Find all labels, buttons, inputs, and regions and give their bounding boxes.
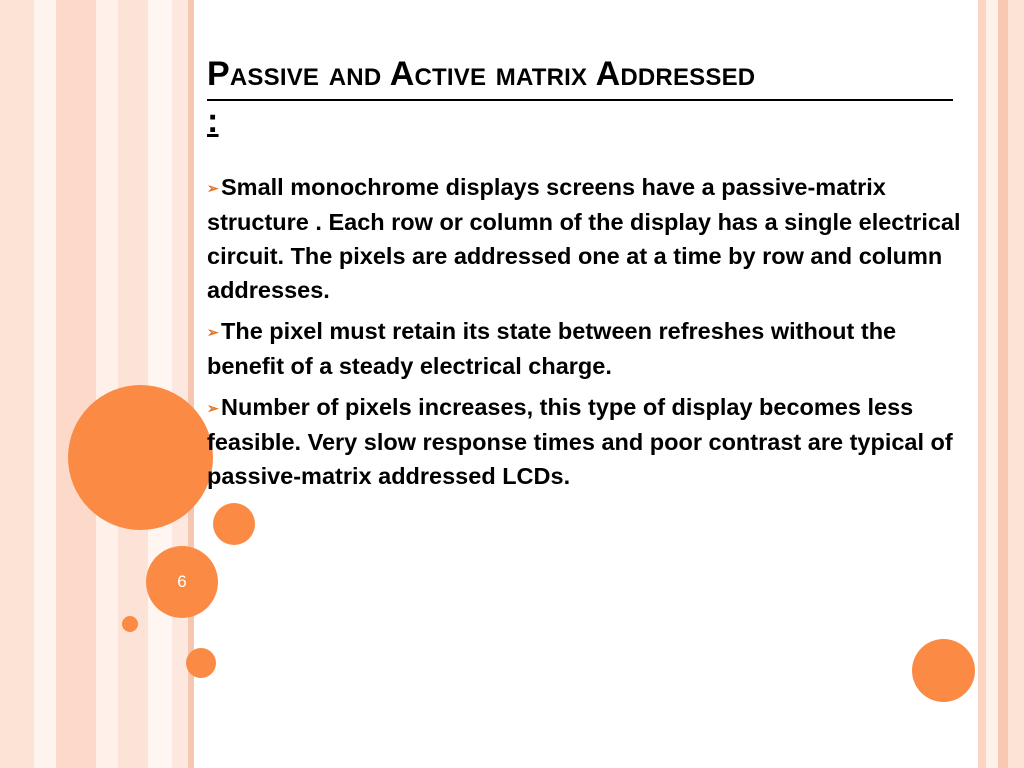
slide-number-badge	[146, 546, 218, 618]
decorative-stripe	[0, 0, 34, 768]
decorative-stripe	[172, 0, 188, 768]
slide-title-colon: :	[207, 102, 219, 140]
slide-title	[207, 52, 959, 141]
bullet-text: Number of pixels increases, this type of display becomes less feasible. Very slow response times and poor contrast are typical of passive-matrix addressed LCDs.	[207, 394, 953, 489]
bullet-item	[207, 170, 977, 307]
decorative-stripe	[986, 0, 998, 768]
slide-body	[207, 170, 977, 500]
bullet-text: The pixel must retain its state between refreshes without the benefit of a steady electrical charge.	[207, 318, 897, 379]
bullet-item	[207, 390, 977, 493]
decorative-stripe	[118, 0, 148, 768]
slide-title-text: Passive and Active matrix Addressed	[207, 52, 953, 101]
decorative-dot	[186, 648, 216, 678]
decorative-stripe	[56, 0, 96, 768]
bullet-text: Small monochrome displays screens have a passive-matrix structure . Each row or column of the display has a single electrical circuit. The pixels are addressed one at a time by row and column addresses.	[207, 174, 961, 303]
decorative-stripe	[34, 0, 56, 768]
decorative-stripe	[148, 0, 172, 768]
decorative-stripe	[96, 0, 118, 768]
decorative-circle	[213, 503, 255, 545]
decorative-circle	[912, 639, 975, 702]
slide-number: 6	[177, 572, 187, 591]
arrow-bullet-icon: ➢	[207, 180, 219, 196]
decorative-stripe	[978, 0, 986, 768]
decorative-stripe	[998, 0, 1008, 768]
decorative-dot	[122, 616, 138, 632]
arrow-bullet-icon: ➢	[207, 324, 219, 340]
decorative-stripe	[1008, 0, 1024, 768]
bullet-item	[207, 314, 977, 383]
decorative-circle-large	[68, 385, 213, 530]
arrow-bullet-icon: ➢	[207, 400, 219, 416]
